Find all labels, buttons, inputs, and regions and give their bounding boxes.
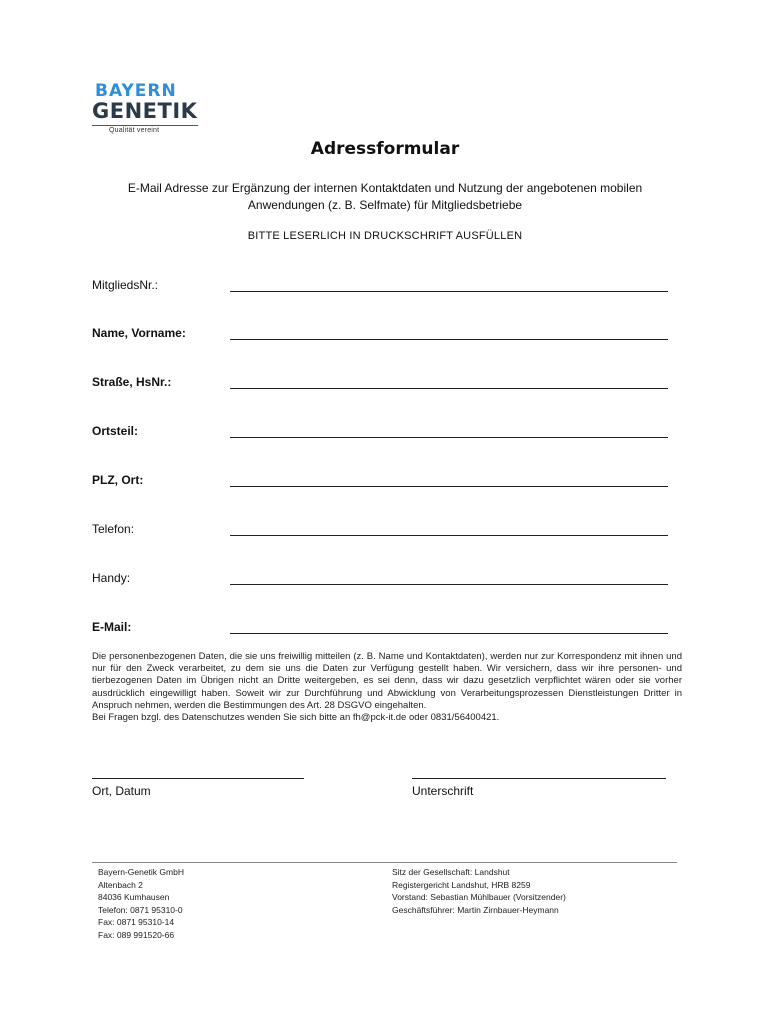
- field-input-handy[interactable]: [230, 584, 668, 585]
- field-label-street: Straße, HsNr.:: [92, 375, 172, 389]
- footer-city: 84036 Kumhausen: [98, 892, 170, 902]
- field-label-mitgliedsnr: MitgliedsNr.:: [92, 278, 159, 292]
- field-input-mitgliedsnr[interactable]: [230, 291, 668, 292]
- field-telefon: [92, 522, 672, 542]
- date-label: Ort, Datum: [92, 784, 151, 798]
- field-label-ortsteil: Ortsteil:: [92, 424, 139, 438]
- field-label-email: E-Mail:: [92, 620, 132, 634]
- footer-managing-director: Geschäftsführer: Martin Zirnbauer-Heymann: [392, 904, 559, 915]
- page-title: Adressformular: [310, 139, 460, 159]
- field-plz-ort: [92, 473, 672, 493]
- field-input-ortsteil[interactable]: [230, 437, 668, 438]
- field-mitgliedsnr: [92, 278, 672, 298]
- footer-board: Vorstand: Sebastian Mühlbauer (Vorsitzender): [392, 892, 566, 902]
- field-street: [92, 375, 672, 395]
- footer-fax-2: Fax: 089 991520-66: [98, 929, 175, 940]
- footer-legal: [392, 866, 566, 916]
- logo-top-text: BAYERN: [95, 81, 177, 101]
- date-signature-line[interactable]: [92, 778, 304, 779]
- footer-street: Altenbach 2: [98, 879, 143, 890]
- logo-tagline: Qualität vereint: [109, 127, 160, 134]
- signature-line[interactable]: [412, 778, 666, 779]
- field-handy: [92, 571, 672, 591]
- privacy-text: Die personenbezogenen Daten, die sie uns freiwillig mitteilen (z. B. Name und Kontaktdaten), werden nur zur Korrespondenz mit ihnen und nur für den Zweck verarbeitet, zu dem sie uns die Daten zur Verfügung gestellt haben. Wir versichern, dass wir ihre personen- und tierbezogenen Daten im Übrigen nicht an Dritte weitergeben, es sei denn, dass wir dazu gesetzlich verpflichtet wären oder sie vorher ausdrücklich eingewilligt haben. Soweit wir zur Durchführung und Abwicklung von Verarbeitungsprozessen Dienstleistungen Dritter in Anspruch nehmen, werden die Bestimmungen des Art. 28 DSGVO eingehalten.: [92, 651, 682, 711]
- field-label-plz-ort: PLZ, Ort:: [92, 473, 144, 487]
- field-label-handy: Handy:: [92, 571, 131, 585]
- footer-address: [98, 866, 184, 941]
- field-name: [92, 326, 672, 346]
- footer-seat: Sitz der Gesellschaft: Landshut: [392, 867, 510, 877]
- field-email: [92, 620, 672, 640]
- footer-register: Registergericht Landshut, HRB 8259: [392, 879, 531, 890]
- logo-divider: [92, 125, 198, 126]
- intro-line-2: Anwendungen (z. B. Selfmate) für Mitgliedsbetriebe: [247, 198, 523, 212]
- field-label-name: Name, Vorname:: [92, 326, 186, 340]
- company-logo: [92, 82, 202, 134]
- logo-main-text: GENETIK: [92, 99, 198, 123]
- intro-text: [60, 180, 710, 214]
- footer-company: Bayern-Genetik GmbH: [98, 867, 184, 877]
- field-input-street[interactable]: [230, 388, 668, 389]
- field-input-email[interactable]: [230, 633, 668, 634]
- footer-phone: Telefon: 0871 95310-0: [98, 904, 183, 915]
- field-ortsteil: [92, 424, 672, 444]
- field-input-name[interactable]: [230, 339, 668, 340]
- footer-divider: [92, 862, 677, 863]
- footer-fax-1: Fax: 0871 95310-14: [98, 917, 175, 927]
- privacy-notice: [92, 651, 682, 724]
- field-label-telefon: Telefon:: [92, 522, 135, 536]
- privacy-contact: Bei Fragen bzgl. des Datenschutzes wenden Sie sich bitte an fh@pck-it.de oder 0831/56400421.: [92, 712, 500, 724]
- intro-line-1: E-Mail Adresse zur Ergänzung der internen Kontaktdaten und Nutzung der angebotenen mobilen: [127, 181, 643, 195]
- fill-notice: BITTE LESERLICH IN DRUCKSCHRIFT AUSFÜLLEN: [247, 230, 523, 242]
- field-input-telefon[interactable]: [230, 535, 668, 536]
- field-input-plz-ort[interactable]: [230, 486, 668, 487]
- signature-label: Unterschrift: [412, 784, 474, 798]
